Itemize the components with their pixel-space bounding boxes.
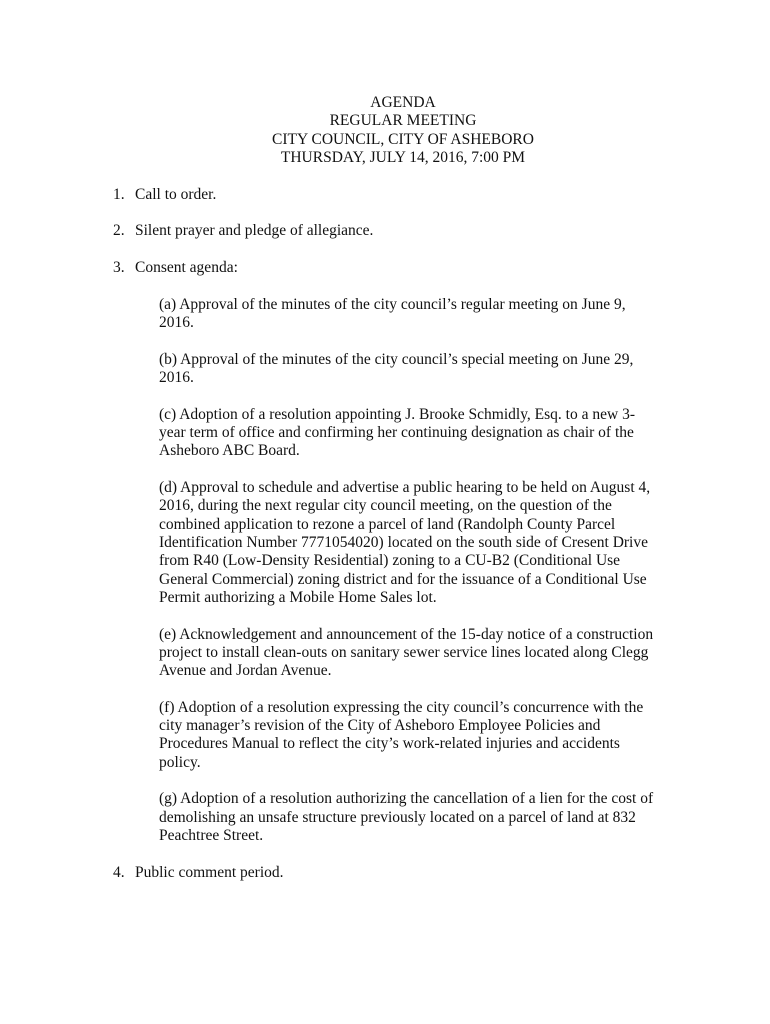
consent-item-g [159,790,693,845]
subitem-line: 2016. [159,368,194,386]
header-meeting-type: REGULAR MEETING [329,112,477,130]
subitem-line: project to install clean-outs on sanitary sewer service lines located along Clegg [159,643,649,661]
subitem-line: (b) Approval of the minutes of the city council’s special meeting on June 29, [159,350,634,368]
consent-item-d [159,479,693,607]
header-title: AGENDA [370,94,436,111]
agenda-item-4 [113,864,693,882]
subitem-line: Procedures Manual to reflect the city’s work-related injuries and accidents [159,735,620,753]
subitem-line: policy. [159,753,201,771]
subitem-line: from R40 (Low-Density Residential) zoning to a CU-B2 (Conditional Use [159,552,621,570]
subitem-line: Avenue and Jordan Avenue. [159,662,332,680]
item-text: Silent prayer and pledge of allegiance. [135,222,374,240]
agenda-item-1 [113,186,693,204]
subitem-line: (d) Approval to schedule and advertise a public hearing to be held on August 4, [159,478,651,496]
subitem-line: (e) Acknowledgement and announcement of the 15-day notice of a construction [159,625,654,643]
item-number: 2. [113,222,125,240]
item-text: Call to order. [135,185,217,203]
subitem-line: demolishing an unsafe structure previously located on a parcel of land at 832 [159,808,636,826]
subitem-line: (c) Adoption of a resolution appointing J. Brooke Schmidly, Esq. to a new 3- [159,405,635,423]
item-number: 1. [113,185,125,203]
agenda-item-2 [113,222,693,240]
subitem-line: General Commercial) zoning district and for the issuance of a Conditional Use [159,570,647,588]
consent-item-a [159,296,693,333]
agenda-header [113,94,693,167]
subitem-line: Peachtree Street. [159,827,264,845]
consent-agenda-list [159,296,693,846]
subitem-line: city manager’s revision of the City of Asheboro Employee Policies and [159,717,601,735]
agenda-item-3 [113,259,693,846]
subitem-line: 2016. [159,313,194,331]
subitem-line: Permit authorizing a Mobile Home Sales lot. [159,588,437,606]
subitem-line: Identification Number 7771054020) located on the south side of Cresent Drive [159,533,648,551]
consent-item-e [159,626,693,681]
item-number: 4. [113,863,125,881]
consent-item-f [159,699,693,772]
subitem-line: (g) Adoption of a resolution authorizing the cancellation of a lien for the cost of [159,790,654,808]
subitem-line: (f) Adoption of a resolution expressing the city council’s concurrence with the [159,698,644,716]
subitem-line: Asheboro ABC Board. [159,442,300,460]
subitem-line: 2016, during the next regular city council meeting, on the question of the [159,497,612,515]
header-council: CITY COUNCIL, CITY OF ASHEBORO [272,130,534,148]
subitem-line: (a) Approval of the minutes of the city council’s regular meeting on June 9, [159,295,626,313]
subitem-line: year term of office and confirming her continuing designation as chair of the [159,423,634,441]
item-number: 3. [113,258,125,276]
consent-item-b [159,351,693,388]
header-date: THURSDAY, JULY 14, 2016, 7:00 PM [280,148,526,166]
agenda-page [113,94,693,882]
subitem-line: combined application to rezone a parcel of land (Randolph County Parcel [159,515,616,533]
consent-item-c [159,406,693,461]
item-text: Public comment period. [135,863,284,881]
item-text: Consent agenda: [135,258,238,276]
